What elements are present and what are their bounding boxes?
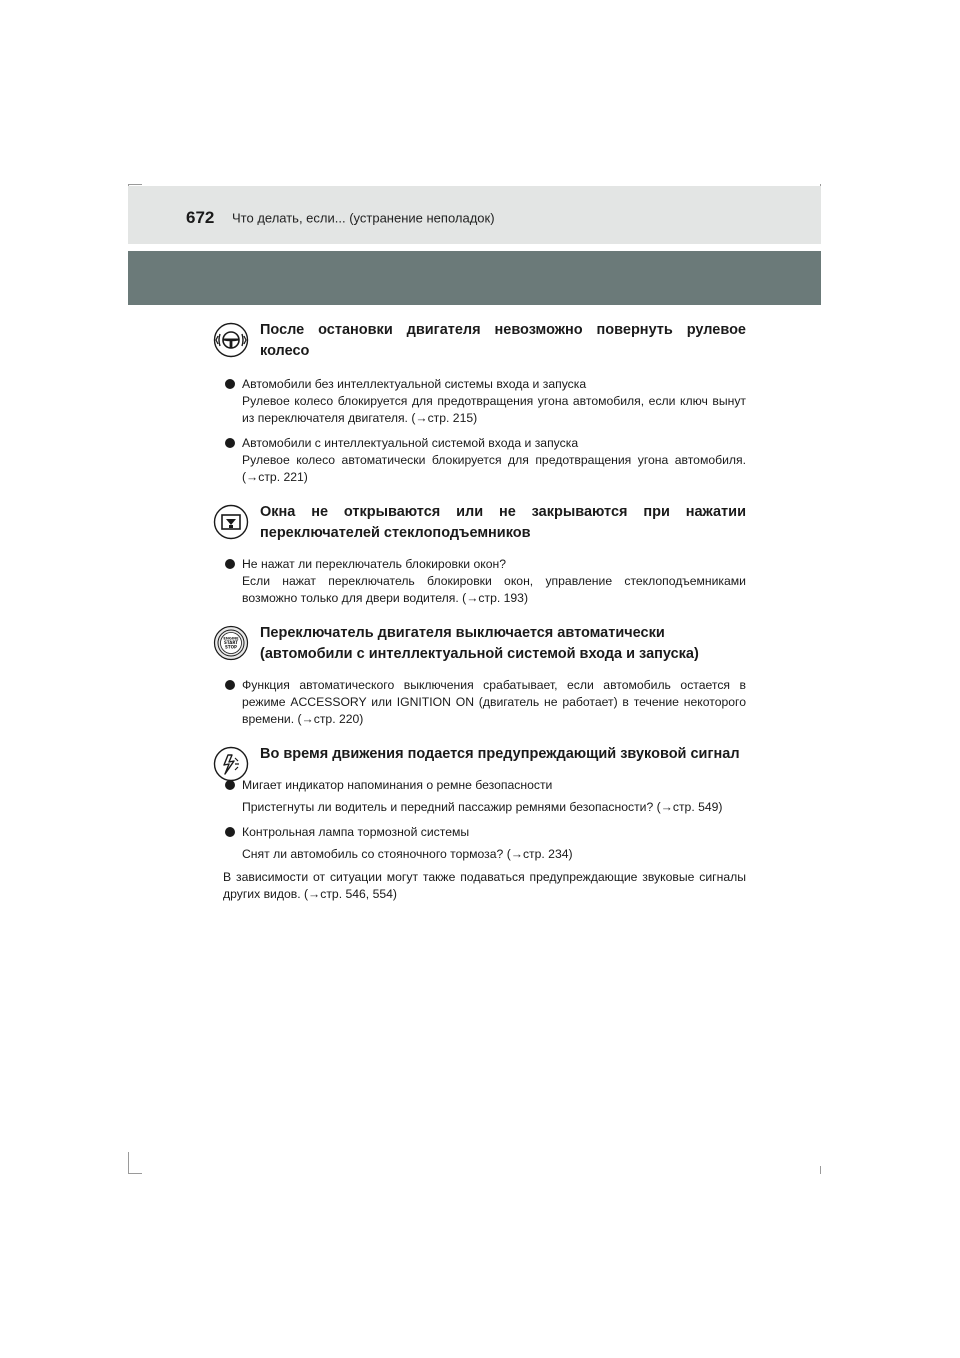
crop-mark — [128, 1173, 142, 1174]
list-item — [213, 435, 746, 486]
crop-mark — [128, 1152, 129, 1174]
item-title: Автомобили с интеллектуальной системой входа и запуска — [242, 436, 579, 450]
section-title: После остановки двигателя невозможно повернуть рулевое колесо — [260, 322, 746, 359]
list-item — [213, 556, 746, 607]
item-title: Контрольная лампа тормозной системы — [242, 825, 470, 839]
engine-start-stop-icon — [213, 625, 249, 661]
item-title: Мигает индикатор напоминания о ремне безопасности — [242, 778, 553, 792]
section-header — [213, 500, 746, 544]
list-item — [213, 376, 746, 427]
list-item — [213, 777, 746, 816]
running-title: Что делать, если... (устранение неполадок) — [232, 210, 495, 226]
bullet — [225, 379, 235, 389]
section-note: В зависимости от ситуации могут также подаваться предупреждающие звуковые сигналы других видов. (→стр. 546, 554) — [223, 870, 746, 901]
bullet — [225, 559, 235, 569]
item-body: Рулевое колесо блокируется для предотвращения угона автомобиля, если ключ вынут из переключателя двигателя. (→стр. 215) — [242, 394, 746, 425]
section-header — [213, 621, 746, 665]
crop-mark — [128, 184, 142, 185]
item-body: Если нажат переключатель блокировки окон, управление стеклоподъемниками возможно только для двери водителя. (→стр. 193) — [242, 574, 746, 605]
section-title: Окна не открываются или не закрываются при нажатии переключателей стеклоподъемников — [260, 504, 746, 541]
page-content — [213, 318, 746, 903]
steering-wheel-lock-icon — [213, 322, 249, 358]
section-title-line: Переключатель двигателя выключается автоматически — [260, 625, 665, 641]
bullet — [225, 827, 235, 837]
crop-mark — [820, 1166, 821, 1174]
item-body: Рулевое колесо автоматически блокируется для предотвращения угона автомобиля. (→стр. 221) — [242, 453, 746, 484]
section-engine-switch — [213, 621, 746, 728]
item-body: Функция автоматического выключения срабатывает, если автомобиль остается в режиме ACCESSORY или IGNITION ON (двигатель не работает) в течение некоторого времени. (→стр. 220) — [242, 678, 746, 726]
page-number: 672 — [186, 208, 215, 227]
window-lock-icon — [213, 504, 249, 540]
section-title: Во время движения подается предупреждающий звуковой сигнал — [260, 746, 740, 762]
section-header — [213, 318, 746, 362]
bullet — [225, 780, 235, 790]
list-item — [213, 824, 746, 863]
icon-label: START — [223, 640, 239, 645]
item-body: Снят ли автомобиль со стояночного тормоза? (→стр. 234) — [242, 847, 573, 861]
icon-label: STOP — [225, 644, 237, 650]
item-title: Не нажат ли переключатель блокировки окон? — [242, 557, 507, 571]
section-band — [128, 251, 821, 305]
section-windows — [213, 500, 746, 607]
bullet — [225, 680, 235, 690]
section-header — [213, 742, 746, 765]
bullet — [225, 438, 235, 448]
section-title-line: (автомобили с интеллектуальной системой входа и запуска) — [260, 646, 699, 662]
section-steering-lock — [213, 318, 746, 486]
item-title: Автомобили без интеллектуальной системы входа и запуска — [242, 377, 587, 391]
section-warning-buzzer — [213, 742, 746, 903]
list-item — [213, 677, 746, 728]
icon-label: ENGINE — [223, 636, 239, 641]
item-body: Пристегнуты ли водитель и передний пассажир ремнями безопасности? (→стр. 549) — [242, 800, 723, 814]
page-header — [128, 186, 821, 244]
